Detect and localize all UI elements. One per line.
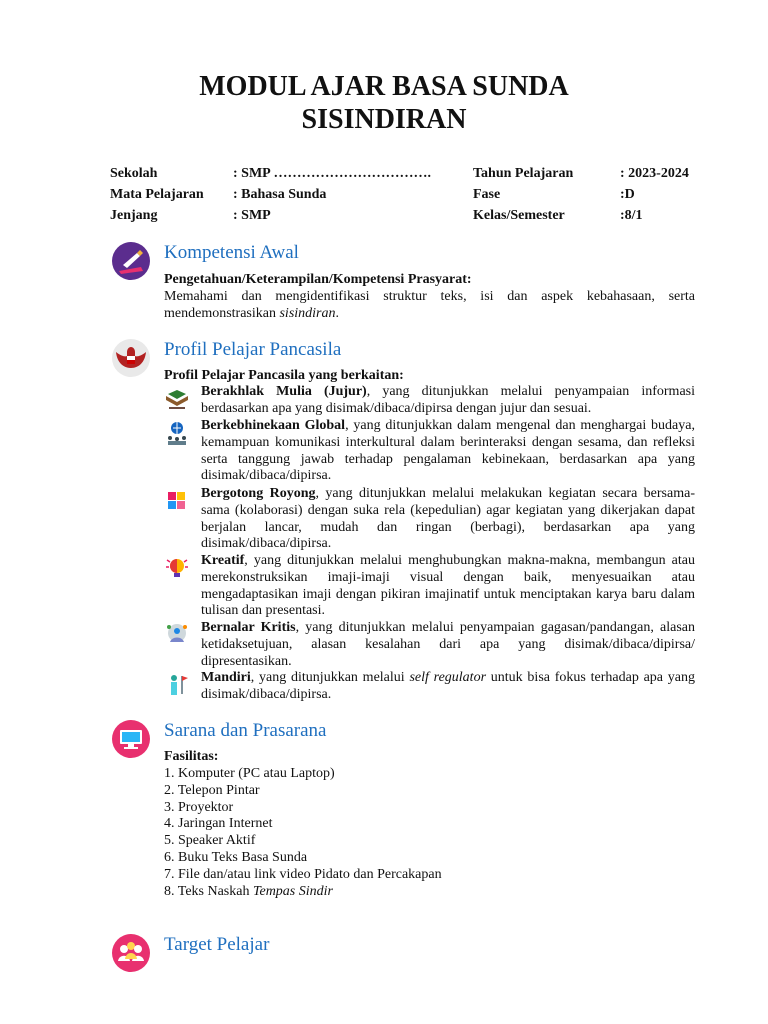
kompetensi-text-main: Memahami dan mengidentifikasi struktur teks, isi dan aspek kebahasaan, serta mendemonstrasikan [164, 289, 695, 321]
list-item: 4. Jaringan Internet [164, 816, 273, 832]
sarana-heading: Sarana dan Prasarana [164, 720, 327, 741]
profil-item-bold: Berakhlak Mulia (Jujur) [201, 384, 367, 399]
kompetensi-text-end: . [335, 305, 339, 321]
info-value: : SMP ……………………………. [233, 166, 431, 181]
profil-item-text [201, 486, 695, 553]
info-label: Sekolah [110, 166, 158, 181]
people-group-icon [111, 933, 151, 973]
profil-item-text [201, 384, 695, 418]
list-item: 5. Speaker Aktif [164, 833, 256, 849]
profil-item-bold: Kreatif [201, 553, 245, 568]
document-title: MODUL AJAR BASA SUNDA [199, 71, 569, 102]
profil-item-text [201, 670, 695, 704]
document-subtitle: SISINDIRAN [301, 104, 467, 135]
info-value: :D [620, 187, 635, 202]
profil-heading: Profil Pelajar Pancasila [164, 339, 342, 360]
profil-item-bold: Berkebhinekaan Global [201, 418, 346, 433]
profil-item-bold: Bernalar Kritis [201, 620, 296, 635]
profil-item-bold: Bergotong Royong [201, 486, 316, 501]
person-flag-icon [164, 672, 190, 698]
thinking-person-icon [164, 622, 190, 648]
list-item: 1. Komputer (PC atau Laptop) [164, 766, 335, 781]
profil-item-bold: Mandiri [201, 670, 251, 685]
profil-item-desc: , yang ditunjukkan melalui penyampaian gagasan/pandangan, alasan ketidaksetujuan, alasan kesalahan dari apa yang disimak/dibaca/dipirsa/ dipresentasikan. [201, 620, 695, 669]
list-item: 7. File dan/atau link video Pidato dan Percakapan [164, 866, 442, 882]
list-item-text: 8. Teks Naskah [164, 883, 250, 899]
profil-item-desc-end: untuk bisa fokus terhadap apa yang disimak/dibaca/dipirsa. [201, 670, 695, 702]
globe-people-icon [164, 420, 190, 446]
puzzle-icon [164, 488, 190, 514]
book-quran-icon [164, 386, 190, 412]
info-value: : Bahasa Sunda [233, 187, 327, 202]
list-item: 3. Proyektor [164, 799, 234, 815]
profil-item-italic: self regulator [409, 670, 487, 685]
computer-icon [111, 719, 151, 759]
profil-item-desc: , yang ditunjukkan dalam mengenal dan menghargai budaya, kemampuan komunikasi interkultural dalam berinteraksi dengan sesama, dan refleksi serta tanggung jawab terhadap pengalaman kebinekaan, berdasarkan apa yang disimak/dibaca/dipirsa. [201, 418, 695, 484]
profil-item-text [201, 620, 695, 670]
info-value: : 2023-2024 [620, 166, 689, 181]
info-label: Fase [473, 187, 501, 202]
sarana-subtitle: Fasilitas: [164, 749, 219, 764]
profil-item-desc: , yang ditunjukkan melalui menghubungkan makna-makna, membangun atau merekonstruksikan imaji-imaji visual dengan baik, menyesuaikan atau mengadaptasikan imaji dengan pikiran imajinatif untuk menciptakan karya baru dalam tulisan dan presentasi. [201, 553, 695, 619]
info-label: Mata Pelajaran [110, 187, 204, 202]
target-heading: Target Pelajar [164, 934, 270, 955]
info-value: :8/1 [620, 208, 643, 223]
garuda-icon [111, 338, 151, 378]
kompetensi-heading: Kompetensi Awal [164, 242, 299, 263]
profil-item-desc: , yang ditunjukkan melalui [250, 670, 405, 685]
kompetensi-text [164, 289, 695, 323]
info-label: Kelas/Semester [473, 208, 565, 223]
kompetensi-text-italic: sisindiran [279, 305, 336, 321]
list-item [164, 884, 695, 901]
info-value: : SMP [233, 208, 271, 223]
facility-list [164, 766, 695, 900]
list-item: 2. Telepon Pintar [164, 782, 260, 798]
pencil-hand-icon [111, 241, 151, 281]
profil-item-desc: , yang ditunjukkan melalui penyampaian informasi berdasarkan apa yang disimak/dibaca/dipirsa dengan jujur dan sesuai. [201, 384, 695, 416]
info-label: Jenjang [110, 208, 158, 223]
profil-item-desc: , yang ditunjukkan melalui melakukan kegiatan secara bersama-sama (kolaborasi) dengan suka rela (kepedulian) agar kegiatan yang dikerjakan dapat berjalan lancar, mudah dan ringan (berbagi), berdasarkan apa yang disimak/dibaca/dipirsa. [201, 486, 695, 552]
profil-item-text [201, 553, 695, 620]
profil-subtitle: Profil Pelajar Pancasila yang berkaitan: [164, 368, 404, 383]
profil-item-text [201, 418, 695, 485]
kompetensi-subtitle: Pengetahuan/Keterampilan/Kompetensi Prasyarat: [164, 272, 472, 287]
list-item-italic: Tempas Sindir [252, 883, 333, 899]
list-item: 6. Buku Teks Basa Sunda [164, 849, 308, 865]
info-label: Tahun Pelajaran [473, 166, 574, 181]
lightbulb-icon [164, 555, 190, 581]
